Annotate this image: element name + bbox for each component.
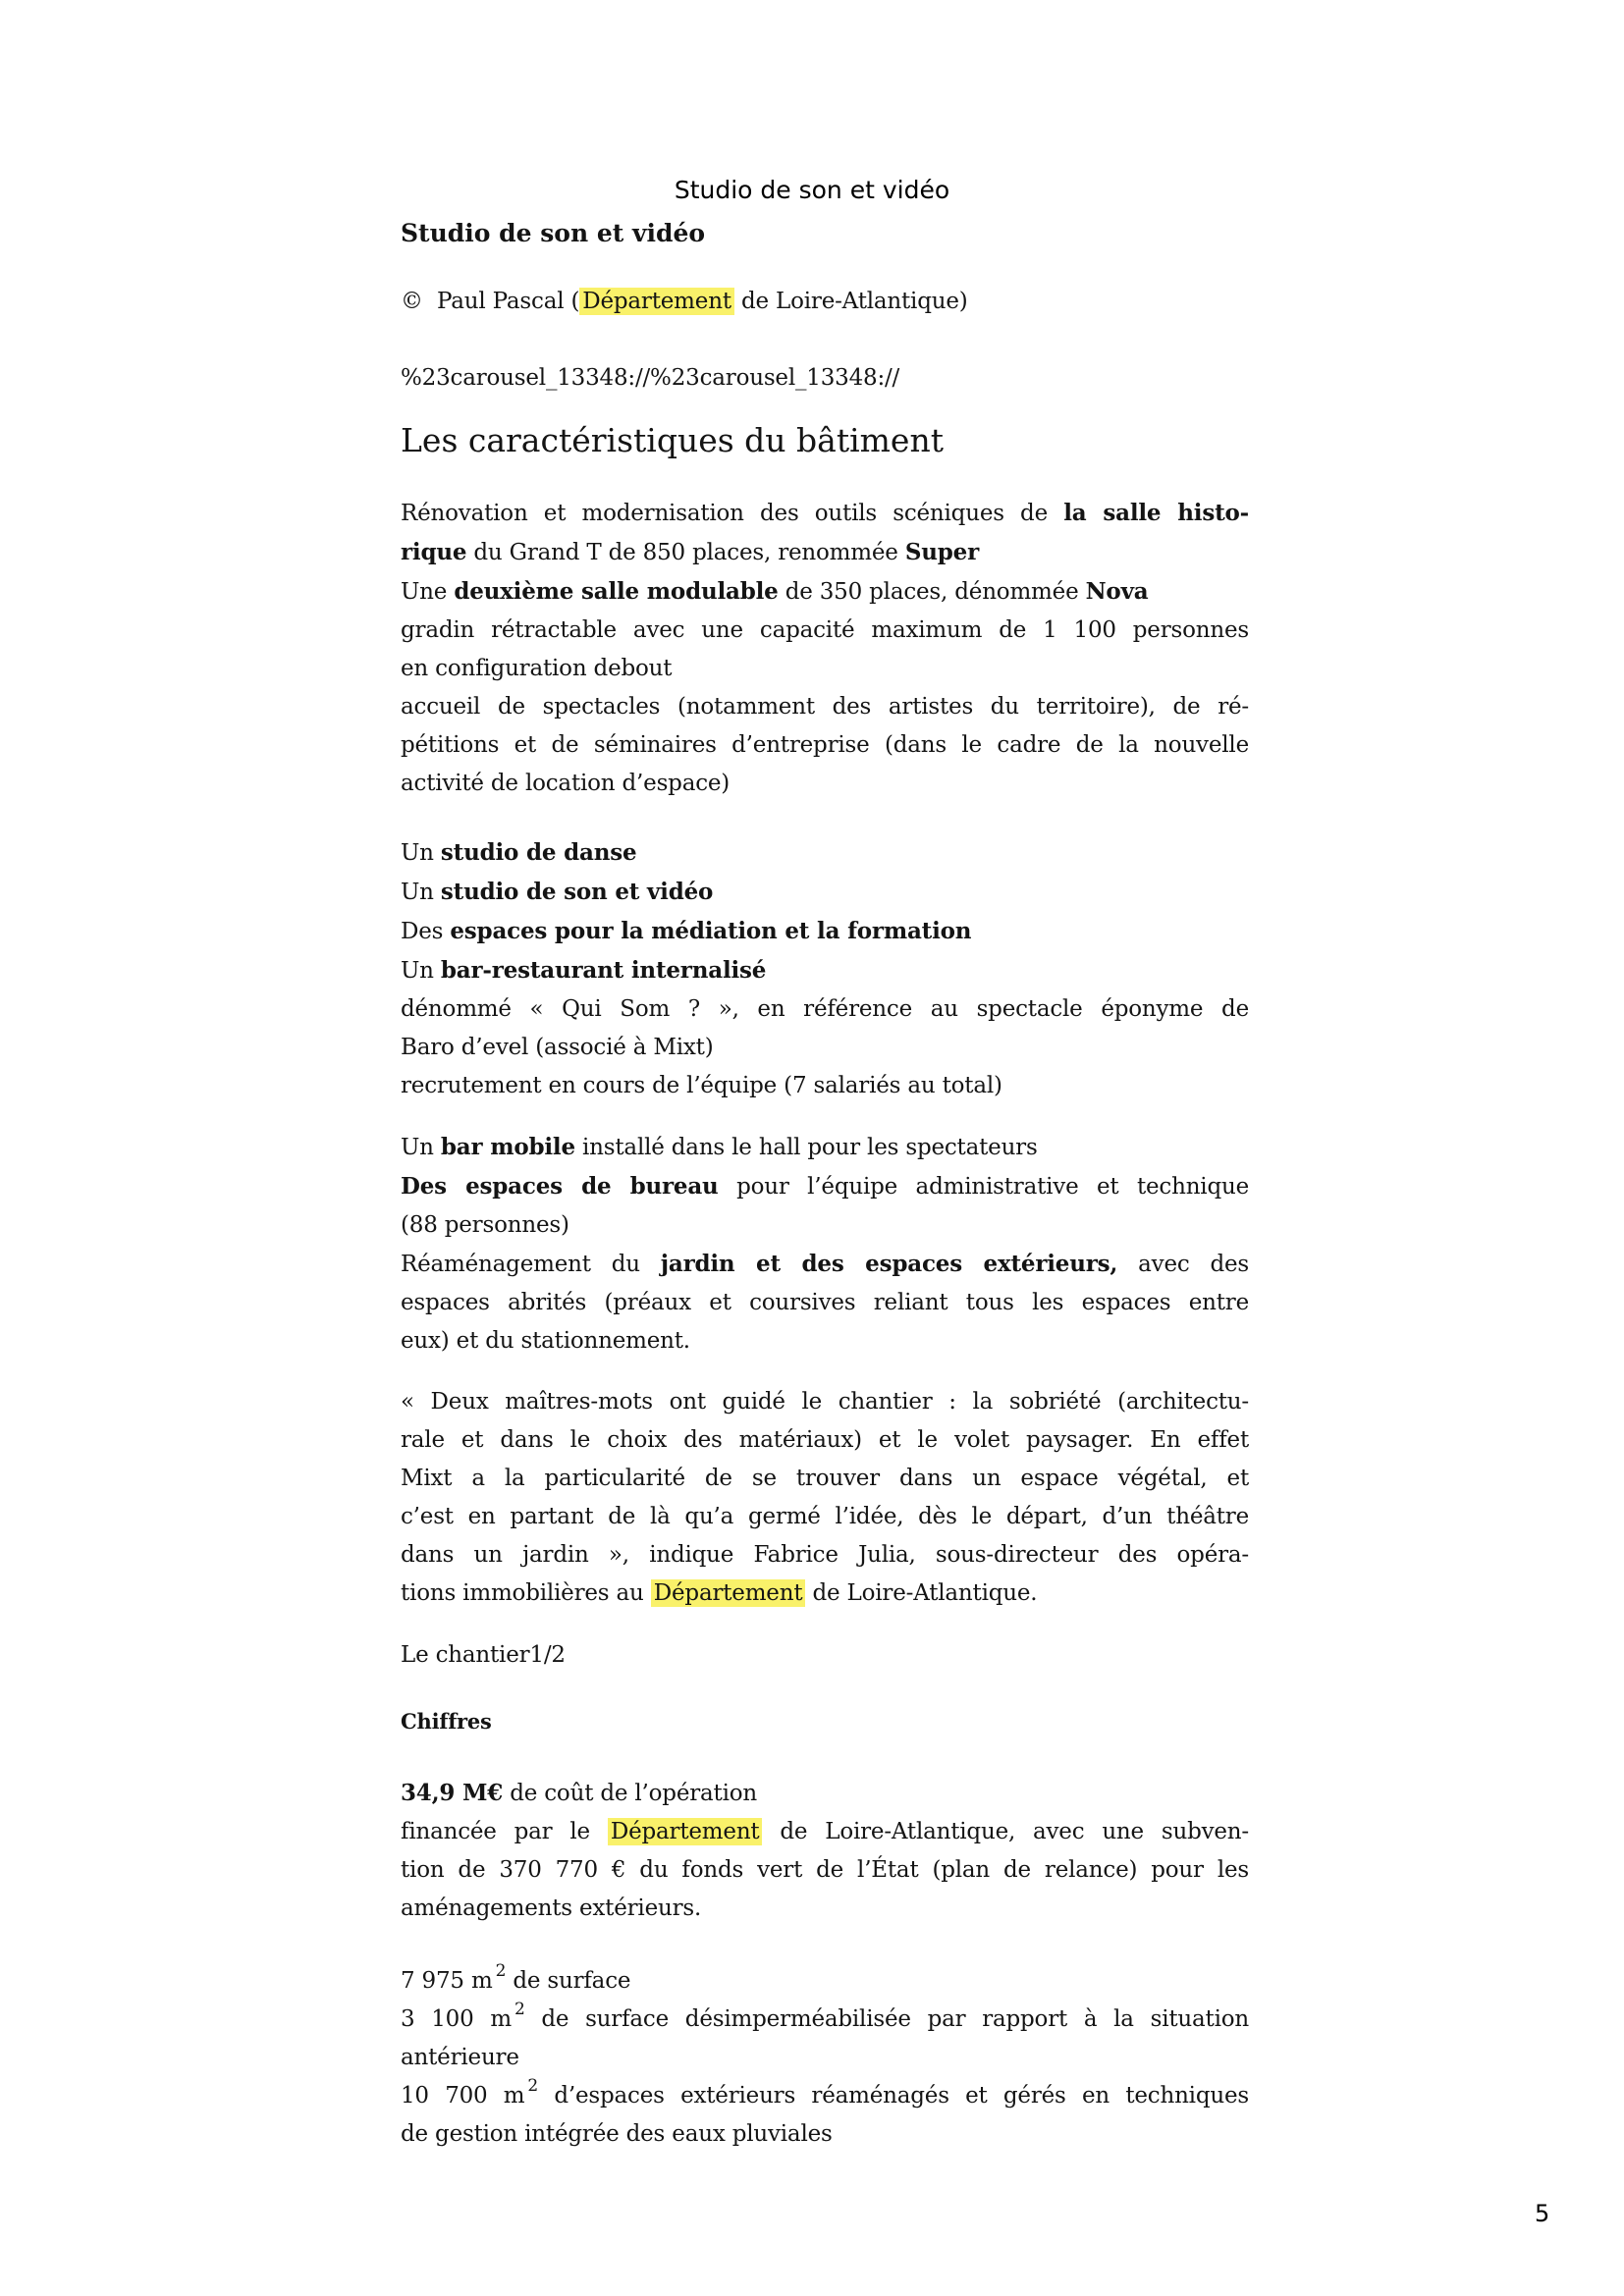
bold-text-segment: studio de danse [440, 839, 637, 866]
bold-text-segment: Super [904, 539, 979, 565]
text-segment: du Grand T de 850 places, renommée [466, 540, 905, 565]
text-line [401, 990, 1249, 1029]
text-segment: de coût de l’opération [503, 1781, 758, 1806]
text-segment: Des [401, 919, 451, 944]
bold-text-segment: espaces pour la médiation et la formation [450, 918, 972, 944]
text-line [401, 533, 1249, 572]
text-segment: Un [401, 1135, 441, 1160]
text-segment: pétitions et de séminaires d’entreprise (dans le cadre de la nouvelle [401, 732, 1249, 758]
text-segment: antérieure [401, 2045, 519, 2070]
text-line [401, 1284, 1249, 1322]
text-line [401, 1536, 1249, 1575]
text-line [401, 1067, 1249, 1105]
text-segment: Un [401, 958, 441, 984]
text-line [401, 912, 1249, 951]
text-line [401, 650, 1249, 688]
text-segment: de 350 places, dénommée [778, 579, 1086, 605]
text-line [401, 873, 1249, 912]
text-segment: de gestion intégrée des eaux pluviales [401, 2121, 833, 2147]
page-heading: Les caractéristiques du bâtiment [401, 421, 944, 459]
text-line [401, 283, 1249, 321]
text-line [401, 1128, 1249, 1167]
text-line [401, 359, 1249, 398]
text-line [401, 1029, 1249, 1067]
text-line [401, 951, 1249, 990]
text-segment: 10 700 m [401, 2083, 525, 2109]
paragraph-cost [401, 1774, 1249, 1928]
text-segment: (88 personnes) [401, 1212, 569, 1238]
text-segment: gradin rétractable avec une capacité maximum de 1 100 personnes [401, 617, 1249, 643]
text-segment: tion de 370 770 € du fonds vert de l’État (plan de relance) pour les [401, 1857, 1249, 1883]
highlighted-text: Département [579, 288, 734, 315]
text-line [401, 1206, 1249, 1245]
copyright-line [401, 283, 1249, 321]
text-segment: aménagements extérieurs. [401, 1896, 702, 1921]
text-line [401, 1322, 1249, 1361]
bold-text-segment: rique [401, 539, 467, 565]
text-segment: Un [401, 880, 441, 905]
text-segment: « Deux maîtres-mots ont guidé le chantier : la sobriété (architectu- [401, 1389, 1249, 1415]
text-segment: de surface [506, 1968, 631, 1994]
text-line [401, 1636, 1249, 1675]
text-segment: Réaménagement du [401, 1252, 661, 1277]
text-line [401, 612, 1249, 650]
section-title: Studio de son et vidéo [401, 219, 706, 247]
page-number: 5 [1535, 2200, 1550, 2227]
text-segment: %23carousel_13348://%23carousel_13348:// [401, 365, 900, 391]
bold-text-segment: studio de son et vidéo [440, 879, 714, 905]
paragraph-renovation [401, 494, 1249, 803]
bold-text-segment: la salle histo- [1063, 500, 1249, 526]
text-segment: accueil de spectacles (notamment des artistes du territoire), de ré- [401, 694, 1249, 720]
highlighted-text: Département [651, 1579, 806, 1607]
text-segment: eux) et du stationnement. [401, 1328, 690, 1354]
text-line [401, 1851, 1249, 1890]
text-segment: rale et dans le choix des matériaux) et le volet paysager. En effet [401, 1427, 1249, 1453]
bold-text-segment: deuxième salle modulable [454, 578, 779, 605]
text-line [401, 1167, 1249, 1206]
text-segment: Un [401, 840, 441, 866]
text-segment: 3 100 m [401, 2006, 512, 2032]
bold-text-segment: jardin et des espaces extérieurs, [660, 1251, 1118, 1277]
text-segment: dans un jardin », indique Fabrice Julia, sous-directeur des opéra- [401, 1542, 1249, 1568]
paragraph-surfaces [401, 1962, 1249, 2154]
text-line [401, 1575, 1249, 1613]
superscript-text: 2 [514, 2000, 525, 2019]
text-segment: avec des [1117, 1252, 1249, 1277]
text-segment: Rénovation et modernisation des outils scéniques de [401, 501, 1064, 526]
text-segment: pour l’équipe administrative et technique [718, 1174, 1250, 1200]
superscript-text: 2 [495, 1961, 507, 1981]
text-line [401, 1774, 1249, 1813]
text-segment: installé dans le hall pour les spectateurs [574, 1135, 1038, 1160]
text-line [401, 726, 1249, 765]
text-segment: 7 975 m [401, 1968, 493, 1994]
label-chiffres [401, 1702, 1249, 1741]
text-line [401, 494, 1249, 533]
bold-text-segment: Chiffres [401, 1709, 492, 1734]
text-segment: Une [401, 579, 455, 605]
text-line [401, 1813, 1249, 1851]
bold-text-segment: bar-restaurant internalisé [440, 957, 767, 984]
text-segment: Mixt a la particularité de se trouver dans un espace végétal, et [401, 1466, 1249, 1491]
text-line [401, 1702, 1249, 1741]
text-segment: de Loire-Atlantique, avec une subven- [762, 1819, 1249, 1844]
bold-text-segment: Nova [1085, 578, 1149, 605]
text-line [401, 1460, 1249, 1498]
text-segment: activité de location d’espace) [401, 771, 731, 796]
text-segment: espaces abrités (préaux et coursives reliant tous les espaces entre [401, 1290, 1249, 1315]
bold-text-segment: bar mobile [440, 1134, 575, 1160]
text-line [401, 2077, 1249, 2115]
text-line [401, 1962, 1249, 2001]
text-segment: de surface désimperméabilisée par rapport à la situation [524, 2006, 1249, 2032]
text-line [401, 2039, 1249, 2077]
paragraph-bar-offices [401, 1128, 1249, 1361]
text-line [401, 2115, 1249, 2154]
text-segment: recrutement en cours de l’équipe (7 salariés au total) [401, 1073, 1002, 1098]
text-segment: de Loire-Atlantique. [805, 1580, 1038, 1606]
paragraph-quote [401, 1383, 1249, 1613]
text-line [401, 688, 1249, 726]
text-segment: d’espaces extérieurs réaménagés et gérés en techniques [538, 2083, 1249, 2109]
text-segment: tions immobilières au [401, 1580, 651, 1606]
text-segment: dénommé « Qui Som ? », en référence au spectacle éponyme de [401, 996, 1249, 1022]
list-facilities [401, 833, 1249, 1105]
text-line [401, 2001, 1249, 2039]
text-line [401, 765, 1249, 803]
bold-text-segment: Des espaces de bureau [401, 1173, 719, 1200]
carousel-text [401, 359, 1249, 398]
text-line [401, 833, 1249, 873]
text-segment: en configuration debout [401, 656, 673, 681]
text-line [401, 1383, 1249, 1421]
text-line [401, 1498, 1249, 1536]
highlighted-text: Département [608, 1818, 763, 1845]
text-segment: financée par le [401, 1819, 608, 1844]
text-segment: de Loire-Atlantique) [733, 289, 968, 314]
superscript-text: 2 [527, 2076, 539, 2096]
text-line [401, 1245, 1249, 1284]
text-line [401, 1890, 1249, 1928]
line-chantier [401, 1636, 1249, 1675]
bold-text-segment: 34,9 M€ [401, 1780, 504, 1806]
text-segment: Le chantier1/2 [401, 1642, 566, 1668]
text-segment: c’est en partant de là qu’a germé l’idée, dès le départ, d’un théâtre [401, 1504, 1249, 1529]
text-segment: Baro d’evel (associé à Mixt) [401, 1035, 714, 1060]
text-segment: © Paul Pascal ( [401, 289, 580, 314]
text-line [401, 572, 1249, 612]
running-header: Studio de son et vidéo [674, 176, 950, 204]
text-line [401, 1421, 1249, 1460]
